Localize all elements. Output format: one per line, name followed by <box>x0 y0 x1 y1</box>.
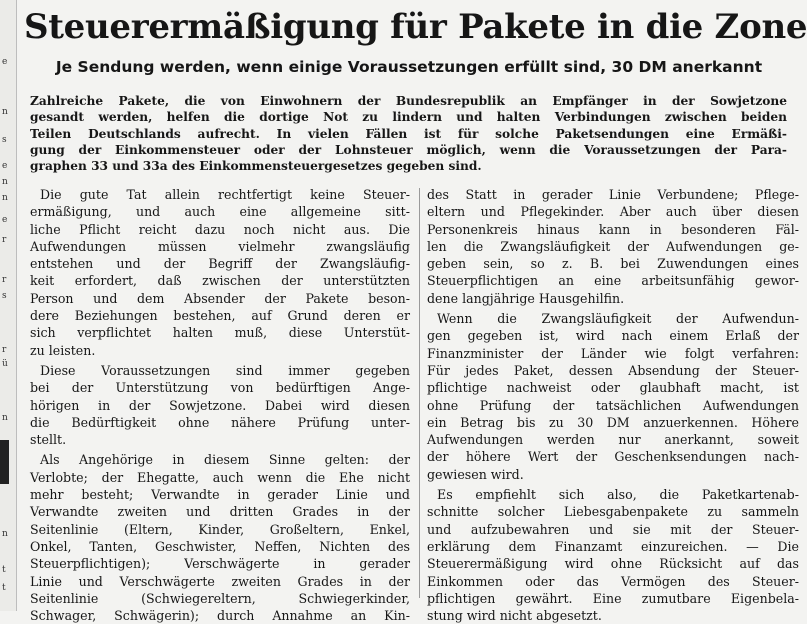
text-line: zu leisten. <box>30 342 96 358</box>
text-line: Steuerermäßigung wird ohne Rücksicht auf das <box>427 556 799 572</box>
edge-fragment: s <box>2 135 7 145</box>
body-column-right <box>427 186 799 624</box>
text-line: Verlobte; der Ehegatte, auch wenn die Ehe nicht <box>30 469 410 485</box>
edge-fragment: r <box>2 275 7 285</box>
ink-blot <box>0 440 9 484</box>
text-line: Als Angehörige in diesem Sinne gelten: der <box>40 452 410 468</box>
text-line: Seitenlinie (Eltern, Kinder, Großeltern, Enkel, <box>30 521 410 537</box>
text-line: ohne Prüfung der tatsächlichen Aufwendungen <box>427 397 799 413</box>
text-line: stung wird nicht abgesetzt. <box>427 608 602 624</box>
text-line: mehr besteht; Verwandte in gerader Linie und <box>30 487 410 503</box>
text-line: Wenn die Zwangsläufigkeit der Aufwendun- <box>437 311 799 327</box>
text-line: gen gegeben ist, wird nach einem Erlaß der <box>427 328 799 344</box>
edge-fragment: s <box>2 291 7 301</box>
text-line: des Statt in gerader Linie Verbundene; Pflege- <box>427 187 799 202</box>
text-line: Verwandte zweiten und dritten Grades in der <box>30 504 410 520</box>
text-line: gesandt werden, helfen die dortige Not zu lindern und halten Verbindungen zwischen beiden <box>30 110 787 125</box>
edge-fragment: t <box>2 583 6 593</box>
text-line: gung der Einkommensteuer oder der Lohnsteuer möglich, wenn die Voraussetzungen der Para- <box>30 142 787 157</box>
text-line: Es empfiehlt sich also, die Paketkartenab- <box>437 487 799 503</box>
text-line: liche Pflicht reicht dazu noch nicht aus. Die <box>30 221 410 237</box>
edge-fragment: n <box>2 193 8 203</box>
text-line: Die gute Tat allein rechtfertigt keine Steuer- <box>40 187 410 202</box>
text-line: ein Betrag bis zu 30 DM anzuerkennen. Höhere <box>427 414 799 430</box>
text-line: geben sein, so z. B. bei Zuwendungen eines <box>427 256 799 272</box>
text-line: Schwager, Schwägerin); durch Annahme an Kin- <box>30 608 410 624</box>
text-line: Seitenlinie (Schwiegereltern, Schwiegerkinder, <box>30 590 410 606</box>
text-line: Personenkreis hinaus kann in besonderen Fäl- <box>427 221 799 237</box>
text-line: die Bedürftigkeit ohne nähere Prüfung unter- <box>30 414 410 430</box>
edge-fragment: e <box>2 215 8 225</box>
text-line: Steuerpflichtigen); Verschwägerte in gerader <box>30 556 410 572</box>
text-line: Für jedes Paket, dessen Absendung der Steuer- <box>427 362 799 378</box>
text-line: Linie und Verschwägerte zweiten Grades in der <box>30 573 410 589</box>
edge-fragment: ü <box>2 359 8 369</box>
text-line: Zahlreiche Pakete, die von Einwohnern der Bundesrepublik an Empfänger in der Sowjetzone <box>30 94 787 108</box>
text-line: Person und dem Absender der Pakete beson- <box>30 290 410 306</box>
text-line: graphen 33 und 33a des Einkommensteuergesetzes gegeben sind. <box>30 159 482 174</box>
text-line: pflichtige nachweist oder glaubhaft macht, ist <box>427 380 799 396</box>
text-line: bei der Unterstützung von bedürftigen Ange- <box>30 380 410 396</box>
edge-fragment: e <box>2 161 8 171</box>
headline: Steuerermäßigung für Pakete in die Zone <box>24 7 807 47</box>
edge-fragment: e <box>2 57 8 67</box>
edge-fragment: n <box>2 177 8 187</box>
text-line: und aufzubewahren und sie mit der Steuer- <box>427 521 799 537</box>
text-line: eltern und Pflegekinder. Aber auch über diesen <box>427 204 799 220</box>
text-line: Aufwendungen werden nur anerkannt, soweit <box>427 432 799 448</box>
text-line: hörigen in der Sowjetzone. Dabei wird diesen <box>30 397 410 413</box>
text-line: keit erfordert, daß zwischen der unterstützten <box>30 273 410 289</box>
edge-fragment: n <box>2 413 8 423</box>
text-line: Onkel, Tanten, Geschwister, Neffen, Nichten des <box>30 538 410 554</box>
text-line: Aufwendungen müssen vielmehr zwangsläufig <box>30 238 410 254</box>
body-column-left <box>30 186 410 624</box>
text-line: ermäßigung, und auch eine allgemeine sitt- <box>30 204 410 220</box>
text-line: entstehen und der Begriff der Zwangsläufig- <box>30 256 410 272</box>
edge-fragment: t <box>2 565 6 575</box>
adjacent-column-edge <box>0 0 17 611</box>
text-line: der höhere Wert der Geschenksendungen nach- <box>427 449 799 465</box>
text-line: Finanzminister der Länder wie folgt verfahren: <box>427 345 799 361</box>
text-line: len die Zwangsläufigkeit der Aufwendungen ge- <box>427 238 799 254</box>
text-line: Teilen Deutschlands aufrecht. In vielen Fällen ist für solche Paketsendungen eine Ermäßi- <box>30 126 787 141</box>
text-line: erklärung dem Finanzamt einzureichen. — Die <box>427 538 799 554</box>
edge-fragment: r <box>2 345 7 355</box>
column-divider <box>419 188 420 598</box>
text-line: gewiesen wird. <box>427 466 524 482</box>
edge-fragment: n <box>2 529 8 539</box>
lead-paragraph <box>30 93 787 174</box>
text-line: pflichtigen gewährt. Eine zumutbare Eigenbela- <box>427 590 799 606</box>
text-line: dere Beziehungen bestehen, auf Grund deren er <box>30 308 410 324</box>
text-line: Diese Voraussetzungen sind immer gegeben <box>40 362 410 378</box>
edge-fragment: n <box>2 107 8 117</box>
text-line: Steuerpflichtigen an eine arbeitsunfähig gewor- <box>427 273 799 289</box>
text-line: stellt. <box>30 432 67 448</box>
text-line: Einkommen oder das Vermögen des Steuer- <box>427 573 799 589</box>
edge-fragment: r <box>2 235 7 245</box>
text-line: sich verpflichtet halten muß, diese Unterstüt- <box>30 325 410 341</box>
text-line: schnitte solcher Liebesgabenpakete zu sammeln <box>427 504 799 520</box>
subheadline: Je Sendung werden, wenn einige Voraussetzungen erfüllt sind, 30 DM anerkannt <box>55 58 763 76</box>
text-line: dene langjährige Hausgehilfin. <box>427 290 625 306</box>
